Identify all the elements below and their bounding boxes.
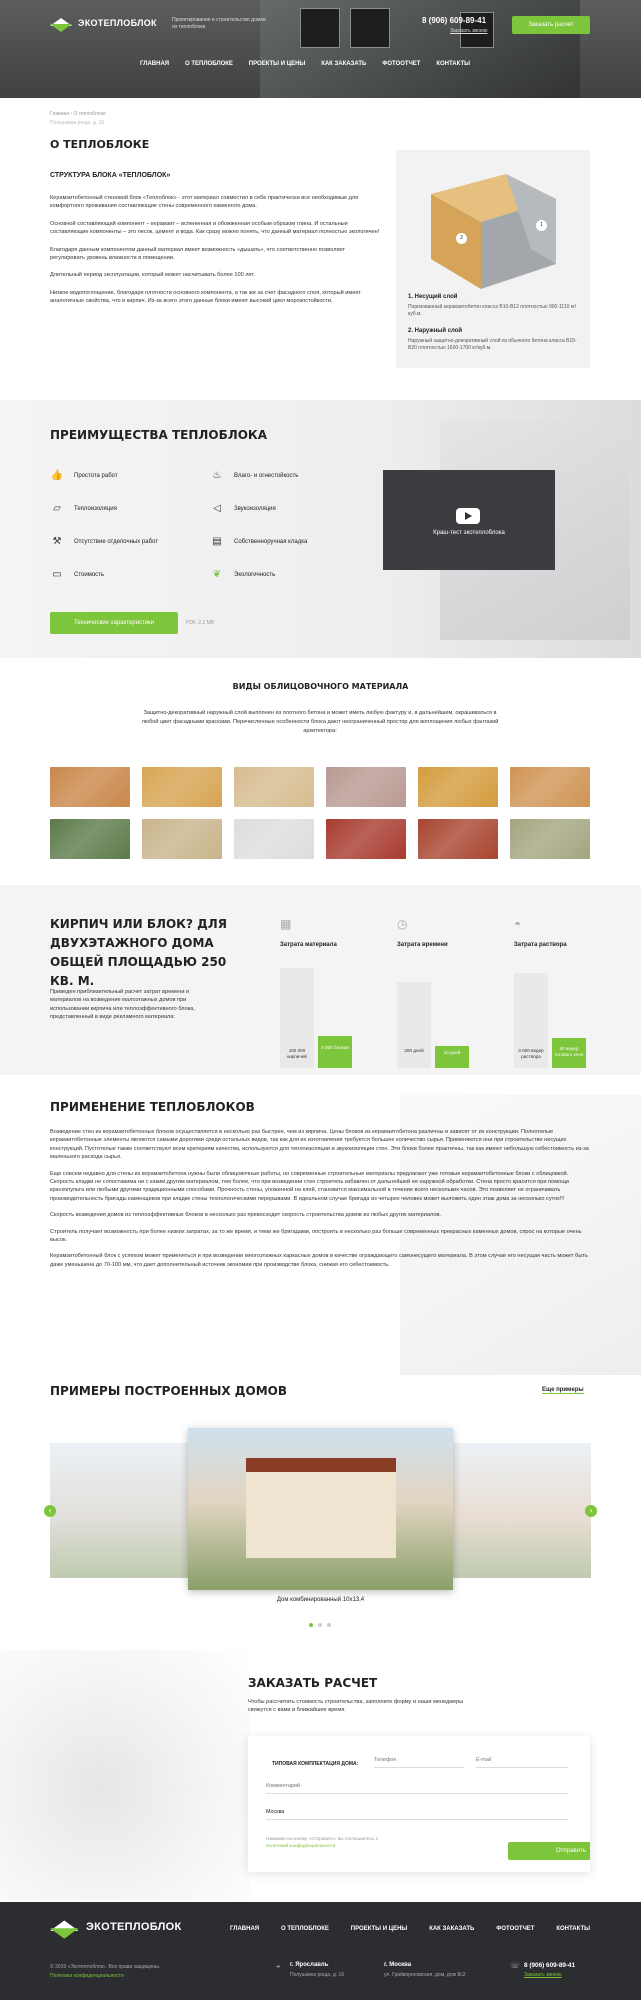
layer1-text: Поризованный керамзитобетон класса B10-B12 плотностью 900-1110 кг/куб.м.: [408, 304, 577, 317]
breadcrumb-separator: ›: [70, 111, 74, 117]
carousel-slide-next[interactable]: [451, 1443, 591, 1578]
compare-text: Приведен приблизительный расчет затрат времени и материалов на возведение малоэтажных домов при использовании кирпича или теплоэффективного блока, представленный в виде рекламного материала:: [50, 989, 195, 1021]
block-icon: ▱: [53, 503, 61, 514]
breadcrumb-home[interactable]: Главная: [50, 111, 70, 117]
compare-col-title: Затрата раствора: [514, 942, 567, 948]
specs-button[interactable]: Технические характеристики: [50, 612, 178, 634]
feature-diy-laying: [210, 536, 307, 548]
layer1-title: 1. Несущий слой: [408, 294, 458, 300]
order-text: Чтобы рассчитать стоимость строительства, заполните форму и наши менеджеры свяжутся с вами в ближайшее время.: [248, 1699, 464, 1714]
callback-link[interactable]: Заказать звонок: [450, 28, 488, 34]
main-nav: [140, 56, 470, 72]
brick-bar-label: 3 000 ведер раствора: [518, 1048, 544, 1059]
feature-simple-work: [50, 470, 118, 482]
logo-icon: [50, 1915, 79, 1938]
privacy-link[interactable]: политикой конфиденциальности: [266, 1842, 336, 1848]
footer-copyright: © 2019 «Экотеплоблок». Все права защищены.: [50, 1964, 161, 1970]
more-examples-link[interactable]: Еще примеры: [542, 1387, 584, 1393]
texture-swatch[interactable]: [326, 767, 406, 807]
order-form: [248, 1736, 590, 1872]
about-paragraph: Длительный период эксплуатации, который может насчитывать более 100 лет.: [50, 272, 255, 279]
about-text: [50, 194, 380, 306]
texture-swatch[interactable]: [418, 819, 498, 859]
leaf-icon: ❦: [212, 569, 222, 580]
order-title: ЗАКАЗАТЬ РАСЧЕТ: [248, 1676, 378, 1690]
footer-address-yaroslavl: Полушкина роща, д. 16: [290, 1972, 345, 1978]
texture-swatch[interactable]: [510, 767, 590, 807]
play-icon[interactable]: [456, 508, 480, 524]
breadcrumb: [50, 111, 106, 117]
footer-nav-contacts[interactable]: КОНТАКТЫ: [556, 1926, 590, 1932]
usage-title: ПРИМЕНЕНИЕ ТЕПЛОБЛОКОВ: [50, 1100, 255, 1114]
block-structure-card: [396, 150, 590, 368]
about-paragraph: Низкое водопоглощение, благодаря плотности основного компонента, а так же за счет фасадного слоя, который имеет аналогичные свойства, что и кирпич. Из-за всего этого данные блоки имеют высокий цикл морозостойкости.: [50, 289, 361, 305]
bucket-icon: ◓: [514, 917, 522, 931]
brick-bar-label: 100 000 кирпичей: [287, 1048, 307, 1059]
feature-sound-insulation: [210, 503, 276, 515]
header-photo-window: [300, 8, 340, 48]
footer-callback-link[interactable]: Заказать звонок: [524, 1972, 562, 1978]
feature-label: Влаго- и огнестойкость: [234, 473, 299, 479]
agreement-label: Нажимая на кнопку «Отправить» вы соглашаетесь с: [266, 1836, 378, 1841]
footer-address-moscow: ул. Грайвороновская, дом, дом 8с2: [384, 1972, 466, 1978]
thumbs-up-icon: 👍: [50, 470, 64, 481]
texture-swatch[interactable]: [142, 767, 222, 807]
footer-policy-link[interactable]: Политика конфиденциальности: [50, 1973, 124, 1979]
header-tagline: Проектирование и строительство домов из теплоблока: [172, 17, 266, 30]
clock-icon: ◷: [397, 917, 408, 931]
feature-label: Звукоизоляция: [234, 506, 276, 512]
usage-paragraph: Еще совсем недавно для стены из керамзитобетона нужны были облицовочные работы, но современные строительные материалы предлагают уже готовые керамзитобетонные блоки с облицовкой. Скорость кладки не сопоставима ни с каким другим материалом, тем более, что при возведении стен строитель избавлен от дальнейшей ее наружной обработки. Стена просто красится при помощи краскопульта или любыми другими традиционными способами. Прочность стены, уложенной на клей, становится максимальной в течение всего нескольких часов. Это позволяет не ограничивать производительность бригады каменщиков при кладке стены технологическими перерывами. В идеальном случае бригада из четырех человек может выложить один этаж дома за несколько суток!!!: [50, 1170, 569, 1202]
order-illustration: [0, 1650, 250, 1900]
phone-field[interactable]: Телефон: [374, 1754, 464, 1768]
textures-text: Защитно-декоративный наружный слой выполнен из плотного бетона и может иметь любую фактуру и, в дальнейшем, окрашиваться в любой цвет фасадными красками. Перечисленные особенности блока дают неограниченный простор для воплощения любых фантазий архитектора:: [141, 710, 499, 734]
texture-swatch[interactable]: [142, 819, 222, 859]
carousel-dots: [309, 1623, 331, 1627]
carousel-dot-active[interactable]: [309, 1623, 313, 1627]
header-logo[interactable]: [50, 14, 157, 32]
usage-paragraph: Строитель получает возможность при более низких затратах, за то же время, и теми же бригадами, построить в несколько раз больше современных прекрасных каменных домов, спрос на которые очень высок.: [50, 1228, 582, 1244]
comment-field[interactable]: Комментарий: [266, 1780, 568, 1794]
usage-text: [50, 1128, 590, 1269]
block-bar: 4 000 блоков: [318, 1036, 352, 1068]
about-paragraph: Благодаря данным компонентом данный материал имеет возможность «дышать», что соответственно позволяет регулировать уровень влажности в помещении.: [50, 246, 345, 262]
feature-label: Отсутствие отделочных работ: [74, 539, 158, 545]
texture-swatch[interactable]: [50, 767, 130, 807]
nav-item-photo-report[interactable]: ФОТООТЧЕТ: [382, 61, 421, 67]
footer-nav: [230, 1926, 590, 1932]
wallet-icon: ▭: [52, 569, 62, 580]
specs-file-info: PDF, 2,2 MB: [186, 620, 215, 626]
footer-nav-photo-report[interactable]: ФОТООТЧЕТ: [496, 1926, 535, 1932]
config-label: ТИПОВАЯ КОМПЛЕКТАЦИЯ ДОМА:: [272, 1761, 359, 1767]
carousel-dot[interactable]: [327, 1623, 331, 1627]
texture-swatch[interactable]: [510, 819, 590, 859]
usage-paragraph: Возведение стен из керамзитобетонных блоков осуществляется в несколько раз быстрее, чем из кирпича. Цены блоков из керамзитобетона различны и зависят от их конструкции. Полнотелые керамзитобетонные элементы являются самыми дорогими среди остальных видов, так как для их изготовления требуется большее количество сырья. Применяются они при строительстве несущих конструкций. Пустотелые также соответствуют всем критериям качества, используются для теплоизоляции и звукоизоляции стен. Эти блоки более практичны, так как имеют небольшую себестоимость из-за маленького расхода сырья.: [50, 1129, 589, 1161]
footer-nav-about[interactable]: О ТЕПЛОБЛОКЕ: [281, 1926, 329, 1932]
texture-swatch[interactable]: [234, 767, 314, 807]
footer-nav-how-to-order[interactable]: КАК ЗАКАЗАТЬ: [429, 1926, 475, 1932]
texture-swatch[interactable]: [418, 767, 498, 807]
speaker-mute-icon: ◁: [213, 503, 221, 514]
feature-thermal-insulation: [50, 503, 117, 515]
compare-col-title: Затрата материала: [280, 942, 337, 948]
feature-ecology: [210, 569, 275, 581]
nav-item-about[interactable]: О ТЕПЛОБЛОКЕ: [185, 61, 233, 67]
house-photo: [246, 1458, 396, 1558]
agreement-text: [266, 1836, 436, 1849]
feature-label: Простота работ: [74, 473, 118, 479]
logo-icon: [50, 14, 72, 32]
textures-title: ВИДЫ ОБЛИЦОВОЧНОГО МАТЕРИАЛА: [232, 682, 409, 691]
usage-paragraph: Керамзитобетонный блок с успехом может применяться и при возведении многоэтажных каркасных домов в качестве ограждающего самонесущего материала. В этом случае его несущая часть может быть даже уменьшена до 70-100 мм, что дает дополнительный источник экономии при производстве блока, снижая его себестоимость.: [50, 1253, 588, 1268]
trowel-icon: ⚒: [52, 536, 62, 547]
texture-swatch[interactable]: [234, 819, 314, 859]
footer-nav-projects[interactable]: ПРОЕКТЫ И ЦЕНЫ: [350, 1926, 408, 1932]
order-calc-button[interactable]: Заказать расчет: [512, 16, 590, 34]
email-field[interactable]: E-mail: [476, 1754, 568, 1768]
nav-item-projects[interactable]: ПРОЕКТЫ И ЦЕНЫ: [248, 61, 306, 67]
carousel-slide-prev[interactable]: [50, 1443, 190, 1578]
bricks-icon: ▤: [212, 536, 222, 547]
block-bar: 10 дней: [435, 1046, 469, 1068]
breadcrumb-address: Полушкина роща, д. 16: [50, 120, 105, 126]
page-title: О ТЕПЛОБЛОКЕ: [50, 138, 150, 151]
feature-label: Экологичность: [234, 572, 276, 578]
site-footer: [0, 1902, 641, 2000]
compare-title: КИРПИЧ ИЛИ БЛОК? ДЛЯ ДВУХЭТАЖНОГО ДОМА ОБЩЕЙ ПЛОЩАДЬЮ 250 КВ. М.: [50, 917, 227, 988]
submit-label: Отправить: [556, 1848, 586, 1854]
feature-fire-water-resistance: [210, 470, 298, 482]
nav-item-how-to-order[interactable]: КАК ЗАКАЗАТЬ: [321, 61, 367, 67]
layer2-text: Наружный защитно-декоративный слой из обычного бетона класса B15-B20 плотностью 1600-1700 кг/куб.м.: [408, 338, 577, 351]
about-paragraph: Керамзитобетонный стеновой блок «Теплоблок» - этот материал совместил в себе практически все необходимые для комфортного проживания составляющие стены современного каменного дома.: [50, 195, 359, 210]
bricks-icon: ▦: [280, 917, 292, 931]
footer-city-yaroslavl: г. Ярославль: [290, 1962, 329, 1968]
texture-swatch[interactable]: [50, 819, 130, 859]
logo-text: ЭКОТЕПЛОБЛОК: [78, 18, 157, 28]
flame-icon: ♨: [212, 470, 222, 481]
breadcrumb-current: О теплоблоке: [73, 111, 106, 117]
feature-label: Стоимость: [74, 572, 105, 578]
header-photo-window: [350, 8, 390, 48]
footer-city-moscow: г. Москва: [384, 1962, 412, 1968]
footer-nav-home[interactable]: ГЛАВНАЯ: [230, 1926, 260, 1932]
usage-paragraph: Скорость возведения домов из теплоэффективных блоков в несколько раз превосходит скорость строительства домов из любых других материалов.: [50, 1212, 441, 1219]
city-field[interactable]: Москва: [266, 1806, 568, 1820]
phone-icon: ☏: [510, 1961, 521, 1970]
texture-swatch[interactable]: [326, 819, 406, 859]
structure-subtitle: СТРУКТУРА БЛОКА «ТЕПЛОБЛОК»: [50, 172, 171, 179]
feature-label: Собственноручная кладка: [234, 539, 308, 545]
header-phone[interactable]: 8 (906) 609-89-41: [422, 16, 487, 25]
about-paragraph: Основной составляющий компонент – керамзит – вспененная и обожженная особым образом глина. И остальные составляющие компоненты – это песок, цемент и вода. Как сразу можно понять, что данный материал полностью экологичен!: [50, 220, 380, 236]
feature-cost: [50, 569, 104, 581]
carousel-slide-active[interactable]: [188, 1428, 453, 1590]
carousel-prev-button[interactable]: ‹: [44, 1505, 56, 1517]
footer-phone[interactable]: 8 (906) 609-89-41: [524, 1962, 576, 1969]
compare-section: [0, 885, 641, 1075]
brick-bar-label: 200 дней: [404, 1048, 424, 1053]
layer2-title: 2. Наружный слой: [408, 328, 463, 334]
location-pin-icon: ⌖: [276, 1962, 281, 1971]
carousel-next-button[interactable]: ›: [585, 1505, 597, 1517]
advantages-title: ПРЕИМУЩЕСТВА ТЕПЛОБЛОКА: [50, 428, 267, 442]
nav-item-contacts[interactable]: КОНТАКТЫ: [436, 61, 470, 67]
nav-item-home[interactable]: ГЛАВНАЯ: [140, 61, 170, 67]
compare-col-title: Затрата времени: [397, 942, 448, 948]
footer-logo-text: ЭКОТЕПЛОБЛОК: [86, 1921, 182, 1933]
examples-title: ПРИМЕРЫ ПОСТРОЕННЫХ ДОМОВ: [50, 1384, 287, 1398]
video-label: Краш-тест экотеплоблока: [433, 530, 505, 536]
carousel-dot[interactable]: [318, 1623, 322, 1627]
carousel-caption: Дом комбинированный 10х13,4: [276, 1597, 365, 1603]
brick-bar: [397, 982, 431, 1068]
block-bar: 50 ведер готового клея: [552, 1038, 586, 1068]
submit-button[interactable]: [508, 1842, 590, 1860]
layer-badge-1: 1: [536, 220, 547, 231]
video-player[interactable]: [383, 470, 555, 570]
site-header: [0, 0, 641, 98]
layer-badge-2: 2: [456, 233, 467, 244]
feature-no-finishing: [50, 536, 158, 548]
feature-label: Теплоизоляция: [74, 506, 117, 512]
footer-logo[interactable]: [50, 1918, 182, 1936]
advantages-section: [0, 400, 641, 658]
